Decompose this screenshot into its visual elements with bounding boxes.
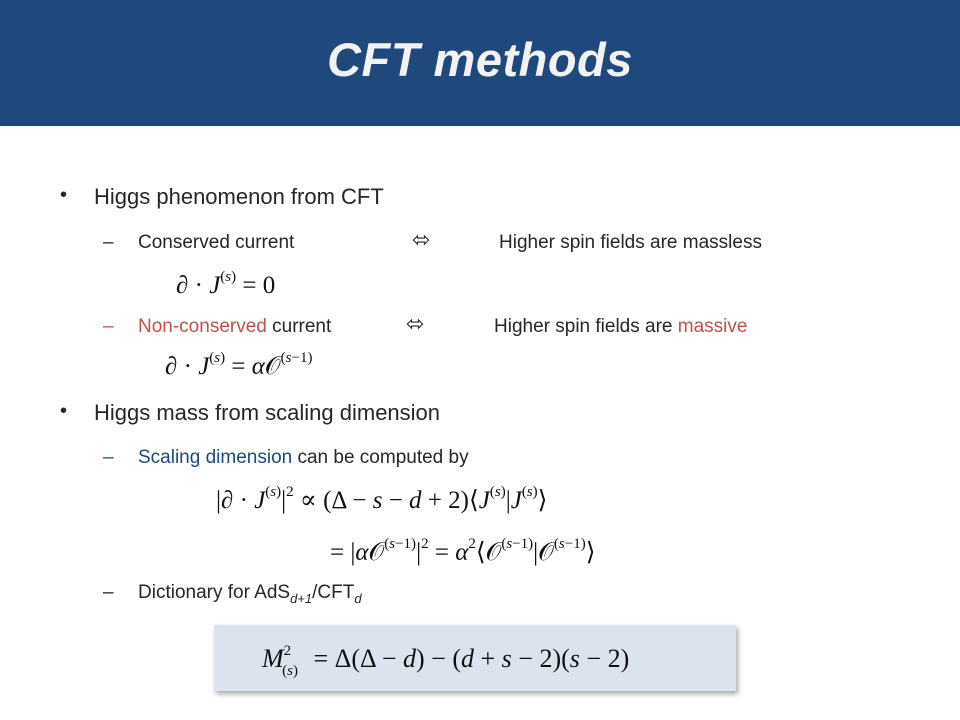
sub-text-mid: /CFT [312,582,355,603]
sub-text: can be computed by [292,447,469,468]
equation-mass-formula: $M^2_{(s)} = \Delta(\Delta - d) - (d + s - 2)(s - 2)$ [262,643,630,679]
bullet-text: Higgs phenomenon from CFT [94,184,384,209]
sub-scaling-dimension [103,447,469,469]
dash-icon: – [103,447,114,468]
sub-rhs-text: Higher spin fields are massless [499,232,762,253]
double-arrow-icon: ⬄ [412,228,431,253]
bullet-text: Higgs mass from scaling dimension [94,400,441,425]
equation-norm-line2: = $|\alpha 𝒪^{(s-1)}|^2$ = $\alpha^2⟨𝒪^{(s-1)}|𝒪^{(s-1)}⟩$ [330,536,596,566]
double-arrow-icon: ⬄ [406,312,425,337]
equation-norm-line1: |∂ · $J^{(s)}|^2 \propto (\Delta - s - d$ + $2)⟨J^{(s)}|J^{(s)}⟩$ [216,484,548,514]
sub-conserved-current [103,232,295,254]
bullet-higgs-mass [60,400,441,426]
bullet-higgs-phenomenon [60,184,384,210]
bullet-dot-icon: • [60,184,68,206]
subscript-d-plus-1: d+1 [290,591,313,606]
rhs-text-highlight: massive [677,316,748,337]
equation-conservation: ∂ · $J^{(s)} = 0$ [176,269,276,299]
sub-text: Dictionary for AdS [138,582,291,603]
dash-icon: – [103,232,114,253]
equation-nonconservation: ∂ · $J^{(s)}$ = α𝒪$^{(s-1)}$ [165,350,313,380]
sub-text-highlight: Non-conserved [138,316,267,337]
bullet-dot-icon: • [60,400,68,422]
sub-text: current [266,316,332,337]
subscript-d: d [354,591,362,606]
dash-icon: – [103,582,114,603]
rhs-text: Higher spin fields are [494,316,678,337]
sub-text: Conserved current [138,232,295,253]
sub-rhs-text [494,316,747,338]
sub-text-highlight: Scaling dimension [138,447,293,468]
sub-dictionary [103,582,362,606]
slide-title: CFT methods [327,33,633,86]
sub-nonconserved-current [103,316,332,338]
dash-icon: – [103,316,114,337]
